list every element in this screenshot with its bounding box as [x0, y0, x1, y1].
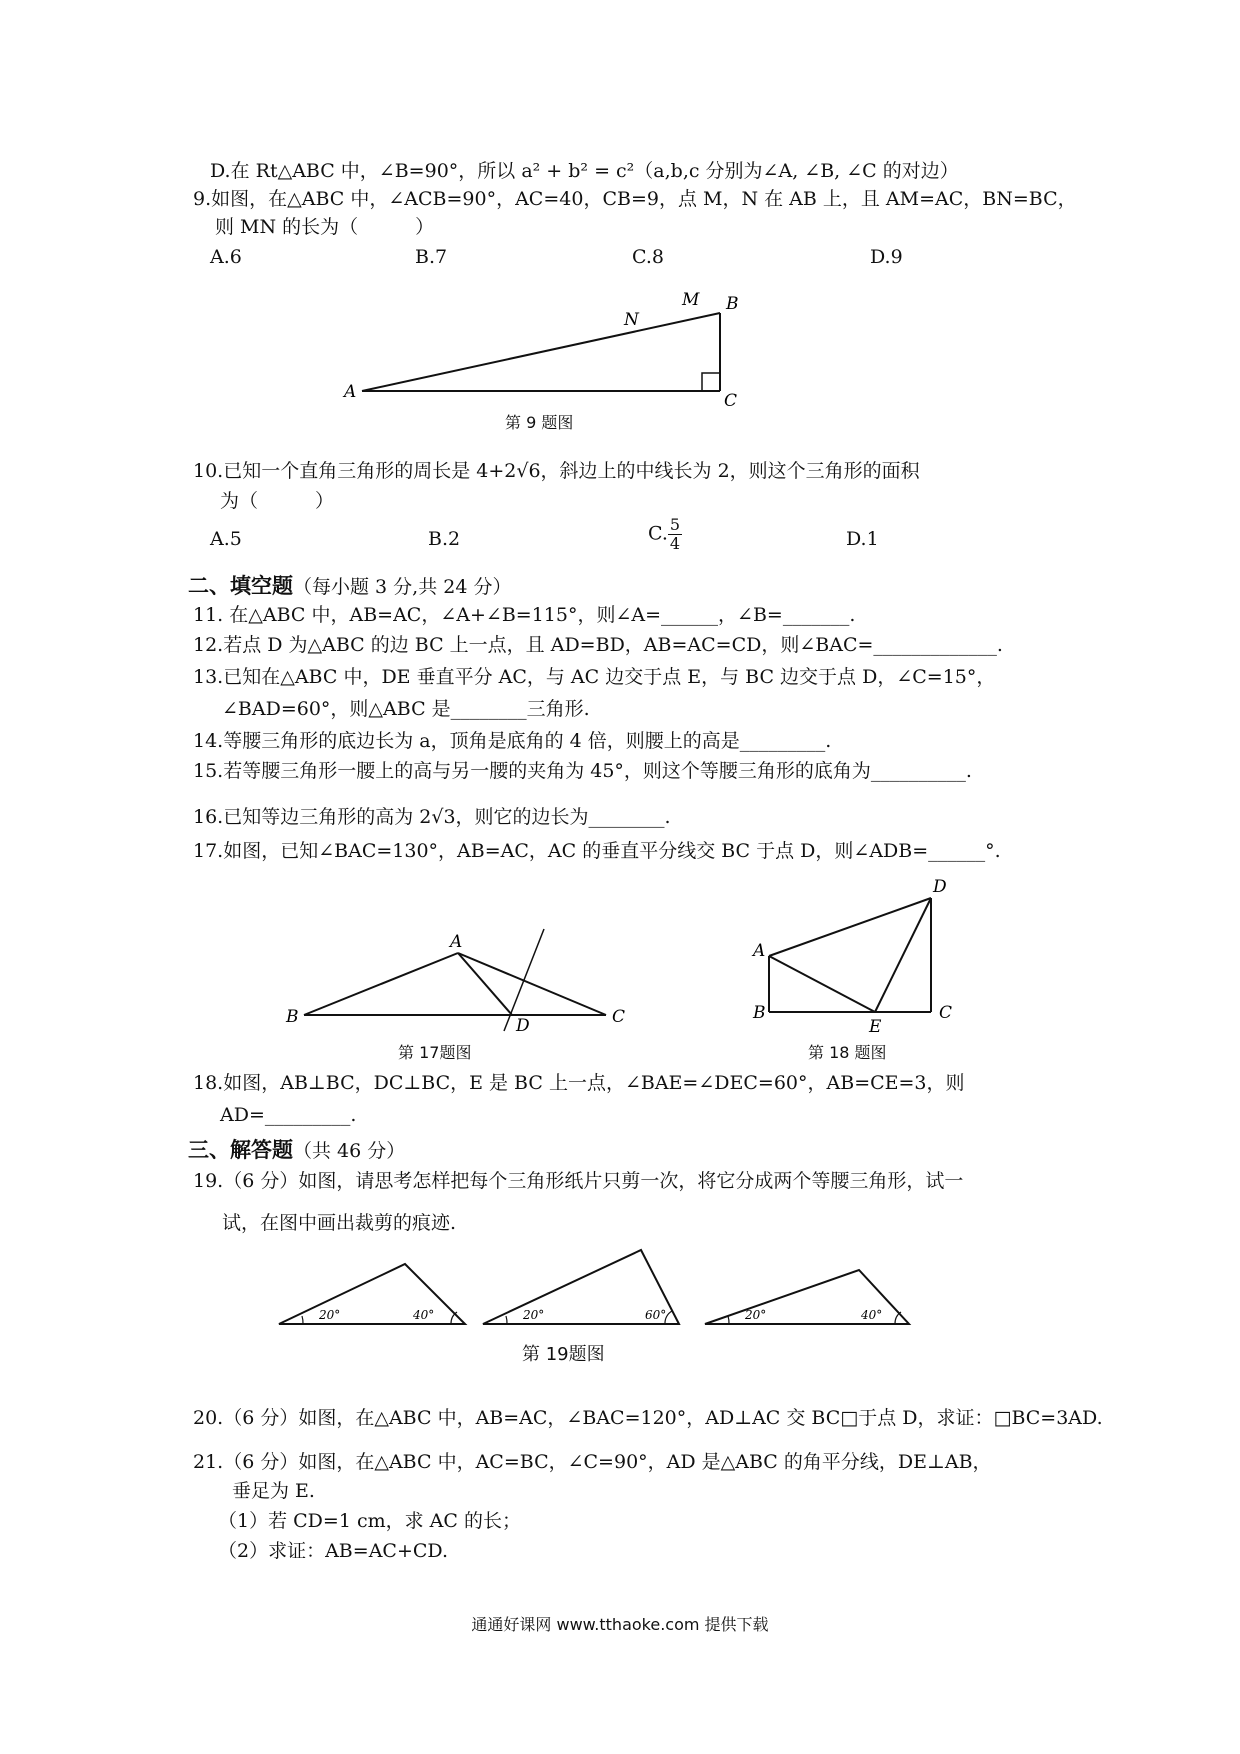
q12: 12.若点 D 为△ABC 的边 BC 上一点，且 AD=BD，AB=AC=CD，则∠BAC=_____________.: [193, 634, 1003, 656]
q16: 16.已知等边三角形的高为 2√3，则它的边长为________.: [193, 806, 671, 828]
q10-option-c: [648, 516, 682, 553]
q21-part1: （1）若 CD=1 cm，求 AC 的长；: [218, 1510, 521, 1532]
fig9-label-c: C: [724, 391, 738, 411]
figure-9: [340, 285, 740, 415]
fraction-denominator: 4: [669, 534, 681, 553]
fig17-label-d: D: [516, 1016, 530, 1036]
fig19-triangle-1: [279, 1264, 465, 1324]
fig18-ae: [769, 956, 875, 1012]
fig18-label-a: A: [753, 941, 766, 961]
fig9-ab: [362, 313, 720, 391]
q10-option-d: D.1: [846, 528, 879, 550]
q9-stem-cont: 则 MN 的长为（ ）: [215, 216, 435, 238]
fig18-label-b: B: [753, 1003, 766, 1023]
q21: 21.（6 分）如图，在△ABC 中，AC=BC，∠C=90°，AD 是△ABC 的角平分线，DE⊥AB，: [193, 1451, 992, 1473]
fraction-numerator: 5: [669, 515, 681, 534]
fig17-label-c: C: [612, 1007, 626, 1027]
fig19-t1-right-angle: 40°: [413, 1308, 435, 1322]
q15: 15.若等腰三角形一腰上的高与另一腰的夹角为 45°，则这个等腰三角形的底角为__________.: [193, 760, 972, 782]
q8-option-d: D.在 Rt△ABC 中，∠B=90°，所以 a² + b² = c²（a,b,c 分别为∠A, ∠B, ∠C 的对边）: [210, 160, 959, 182]
section-2-title: 二、填空题: [188, 574, 293, 598]
fig17-ac: [458, 953, 606, 1015]
fig19-t3-left-angle: 20°: [745, 1308, 767, 1322]
q20: 20.（6 分）如图，在△ABC 中，AB=AC，∠BAC=120°，AD⊥AC 交 BC□于点 D，求证：□BC=3AD.: [193, 1407, 1103, 1429]
fig9-right-angle: [702, 373, 720, 391]
figure-17: [280, 925, 630, 1036]
fig17-ad: [458, 953, 512, 1015]
fig19-t3-right-angle: 40°: [861, 1308, 883, 1322]
section-2-heading: [188, 570, 511, 600]
q9-option-c: C.8: [632, 246, 664, 268]
fig18-label-d: D: [933, 877, 947, 897]
q13: 13.已知在△ABC 中，DE 垂直平分 AC，与 AC 边交于点 E，与 BC 边交于点 D，∠C=15°，: [193, 666, 996, 688]
q13-cont: ∠BAD=60°，则△ABC 是________三角形.: [222, 698, 590, 720]
q11: 11. 在△ABC 中，AB=AC，∠A+∠B=115°，则∠A=______，∠B=_______.: [193, 604, 856, 626]
q9-option-a: A.6: [210, 246, 242, 268]
q17: 17.如图，已知∠BAC=130°，AB=AC，AC 的垂直平分线交 BC 于点 D，则∠ADB=______°.: [193, 840, 1001, 862]
figure-19: [275, 1250, 925, 1330]
fig19-t2-right-angle: 60°: [645, 1308, 667, 1322]
fig18-label-e: E: [869, 1017, 882, 1037]
fig19-triangle-3: [705, 1270, 909, 1324]
fig9-label-m: M: [682, 290, 700, 310]
q10-option-a: A.5: [210, 528, 242, 550]
fig18-label-c: C: [939, 1003, 953, 1023]
fig19-caption: 第 19题图: [522, 1344, 605, 1365]
q9-option-b: B.7: [415, 246, 448, 268]
fig17-label-a: A: [450, 932, 463, 952]
section-3-subtitle: （共 46 分）: [293, 1140, 406, 1162]
q9-stem: 9.如图，在△ABC 中，∠ACB=90°，AC=40，CB=9，点 M，N 在 AB 上，且 AM=AC，BN=BC，: [193, 188, 1077, 210]
q18: 18.如图，AB⊥BC，DC⊥BC，E 是 BC 上一点，∠BAE=∠DEC=60°，AB=CE=3，则: [193, 1072, 965, 1094]
fig19-t1-left-angle: 20°: [319, 1308, 341, 1322]
section-2-subtitle: （每小题 3 分,共 24 分）: [293, 576, 512, 598]
figure-18: [745, 872, 965, 1037]
q19-cont: 试，在图中画出裁剪的痕迹.: [222, 1212, 457, 1234]
q21-part2: （2）求证：AB=AC+CD.: [218, 1540, 449, 1562]
q19: 19.（6 分）如图，请思考怎样把每个三角形纸片只剪一次，将它分成两个等腰三角形，试一: [193, 1170, 964, 1192]
fig9-label-a: A: [344, 382, 357, 402]
q10-stem-cont: 为（ ）: [220, 490, 335, 512]
q9-option-d: D.9: [870, 246, 903, 268]
section-3-heading: [188, 1134, 405, 1164]
fig9-label-n: N: [624, 310, 639, 330]
fig19-t2-left-angle: 20°: [523, 1308, 545, 1322]
q10-option-b: B.2: [428, 528, 461, 550]
page-footer: 通通好课网 www.tthaoke.com 提供下载: [471, 1615, 769, 1634]
q10-option-c-prefix: C.: [648, 522, 668, 545]
fig17-label-b: B: [286, 1007, 299, 1027]
q18-cont: AD=_________.: [220, 1104, 357, 1126]
fig17-ab: [304, 953, 458, 1015]
section-3-title: 三、解答题: [188, 1138, 293, 1162]
fig19-triangle-2: [483, 1250, 679, 1324]
q14: 14.等腰三角形的底边长为 a，顶角是底角的 4 倍，则腰上的高是_________.: [193, 730, 832, 752]
fig17-caption: 第 17题图: [398, 1043, 472, 1062]
q10-stem: 10.已知一个直角三角形的周长是 4+2√6，斜边上的中线长为 2，则这个三角形的面积: [193, 460, 920, 482]
fig9-caption: 第 9 题图: [505, 413, 574, 432]
fig9-label-b: B: [726, 294, 739, 314]
fig18-caption: 第 18 题图: [808, 1043, 887, 1062]
q10-option-c-fraction: [668, 516, 682, 553]
q21-cont: 垂足为 E.: [232, 1480, 315, 1502]
